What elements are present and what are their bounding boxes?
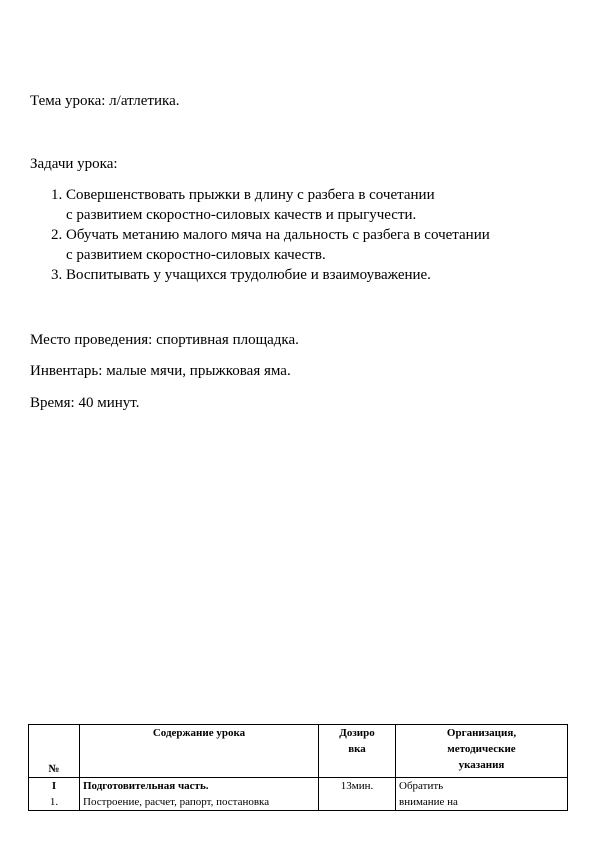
tasks-heading: Задачи урока: bbox=[30, 156, 118, 172]
header-text: Организация, bbox=[446, 727, 517, 739]
header-text: Дозиро bbox=[339, 727, 375, 739]
lesson-table bbox=[28, 724, 568, 811]
cell-content bbox=[80, 778, 319, 811]
table-header-row bbox=[29, 725, 568, 778]
lesson-topic: Тема урока: л/атлетика. bbox=[30, 93, 180, 109]
table-row bbox=[29, 778, 568, 811]
equipment-line: Инвентарь: малые мячи, прыжковая яма. bbox=[30, 363, 291, 379]
list-item bbox=[66, 185, 595, 225]
task-line: Обучать метанию малого мяча на дальность с разбега в сочетании bbox=[66, 227, 490, 243]
tasks-list bbox=[30, 185, 595, 285]
column-header-number: № bbox=[29, 725, 80, 778]
section-title: Подготовительная часть. bbox=[83, 780, 209, 792]
header-text: вка bbox=[348, 743, 366, 755]
content-text: Построение, расчет, рапорт, постановка bbox=[83, 796, 270, 808]
org-text: внимание на bbox=[399, 796, 458, 808]
cell-organization bbox=[396, 778, 568, 811]
column-header-content: Содержание урока bbox=[80, 725, 319, 778]
column-header-dosage bbox=[319, 725, 396, 778]
task-line: Воспитывать у учащихся трудолюбие и взаимоуважение. bbox=[66, 267, 431, 283]
task-line: с развитием скоростно-силовых качеств. bbox=[66, 247, 326, 263]
cell-number bbox=[29, 778, 80, 811]
list-item bbox=[66, 225, 595, 265]
column-header-organization bbox=[396, 725, 568, 778]
cell-dosage: 13мин. bbox=[319, 778, 396, 811]
org-text: Обратить bbox=[399, 780, 444, 792]
time-line: Время: 40 минут. bbox=[30, 395, 140, 411]
header-text: указания bbox=[458, 759, 505, 771]
task-line: с развитием скоростно-силовых качеств и прыгучести. bbox=[66, 207, 417, 223]
section-number: I bbox=[51, 780, 57, 792]
list-item bbox=[66, 265, 595, 285]
header-text: методические bbox=[447, 743, 516, 755]
item-number: 1. bbox=[49, 796, 59, 808]
task-line: Совершенствовать прыжки в длину с разбега в сочетании bbox=[66, 187, 435, 203]
venue-line: Место проведения: спортивная площадка. bbox=[30, 332, 299, 348]
